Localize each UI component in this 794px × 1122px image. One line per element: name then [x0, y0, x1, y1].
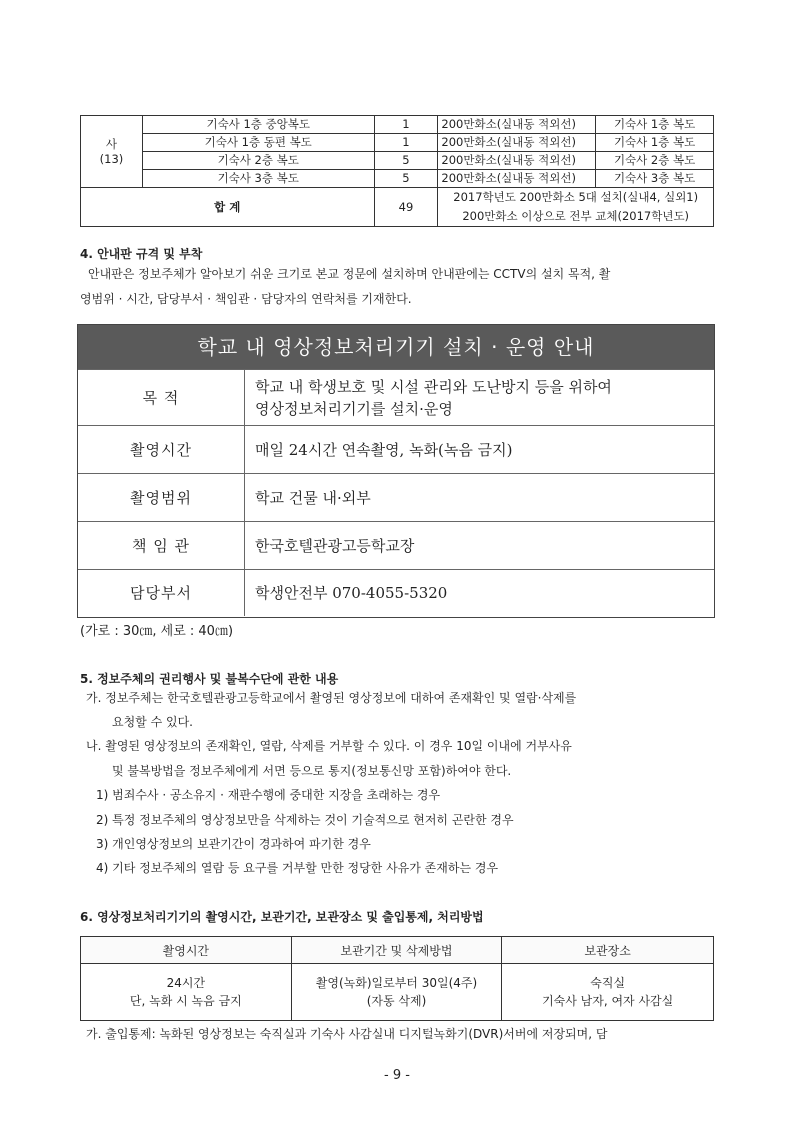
location-cell: 기숙사 1층 동편 복도 [142, 134, 374, 152]
spec-cell: 200만화소(실내동 적외선) [438, 116, 596, 134]
section4-heading: 4. 안내판 규격 및 부착 [80, 247, 203, 261]
group-cell [81, 116, 143, 188]
cell-line1: 숙직실 [590, 976, 626, 990]
cell-line1: 24시간 [166, 976, 206, 990]
section4-line2: 영범위 · 시간, 담당부서 · 책임관 · 담당자의 연락처를 기재한다. [80, 292, 412, 306]
sign-label: 목 적 [78, 370, 245, 426]
group-label: 사 [105, 136, 118, 151]
cell-line1: 촬영(녹화)일로부터 30일(4주) [315, 976, 478, 990]
table-cell [81, 964, 292, 1021]
sign-table [78, 369, 714, 616]
sign-row-department [78, 570, 714, 616]
sign-value: 한국호텔관광고등학교장 [245, 522, 715, 570]
table-row [81, 116, 714, 134]
location-cell: 기숙사 3층 복도 [142, 170, 374, 188]
table-cell [291, 964, 502, 1021]
sign-row-range [78, 474, 714, 522]
sign-row-time [78, 426, 714, 474]
section5-a-line1: 가. 정보주체는 한국호텔관광고등학교에서 촬영된 영상정보에 대하여 존재확인 및 열람·삭제를 [86, 691, 577, 705]
table-cell [502, 964, 714, 1021]
sign-label: 촬영시간 [78, 426, 245, 474]
column-header: 보관장소 [502, 937, 714, 964]
list-item: 2) 특정 정보주체의 영상정보만을 삭제하는 것이 기술적으로 현저히 곤란한 경우 [96, 813, 514, 827]
sign-value [245, 370, 715, 426]
total-count: 49 [374, 188, 438, 227]
total-row [81, 188, 714, 227]
column-header: 촬영시간 [81, 937, 292, 964]
table-row [81, 134, 714, 152]
sign-value: 매일 24시간 연속촬영, 녹화(녹음 금지) [245, 426, 715, 474]
sign-value-line1: 학교 내 학생보호 및 시설 관리와 도난방지 등을 위하여 [255, 377, 612, 396]
page-number: - 9 - [384, 1068, 410, 1083]
table-row [81, 152, 714, 170]
list-item: 1) 범죄수사 · 공소유지 · 재판수행에 중대한 지장을 초래하는 경우 [96, 788, 441, 802]
sign-value-line2: 영상정보처리기기를 설치·운영 [255, 399, 453, 418]
section4-line1: 안내판은 정보주체가 알아보기 쉬운 크기로 본교 정문에 설치하며 안내판에는 CCTV의 설치 목적, 촬 [88, 267, 611, 281]
spec-cell: 200만화소(실내동 적외선) [438, 134, 596, 152]
section6-footer-line: 가. 출입통제: 녹화된 영상정보는 숙직실과 기숙사 사감실내 디지털녹화기(DVR)서버에 저장되며, 담 [86, 1027, 608, 1041]
column-header: 보관기간 및 삭제방법 [291, 937, 502, 964]
area-cell: 기숙사 1층 복도 [596, 116, 714, 134]
table-header-row [81, 937, 714, 964]
list-item: 4) 기타 정보주체의 열람 등 요구를 거부할 만한 정당한 사유가 존재하는 경우 [96, 861, 499, 875]
sign-title: 학교 내 영상정보처리기기 설치 · 운영 안내 [78, 325, 714, 369]
sign-label: 촬영범위 [78, 474, 245, 522]
cell-line2: 단, 녹화 시 녹음 금지 [129, 994, 242, 1008]
table-row [81, 964, 714, 1021]
total-note [438, 188, 714, 227]
cell-line2: (자동 삭제) [366, 994, 427, 1008]
count-cell: 1 [374, 116, 438, 134]
section5-a-line2: 요청할 수 있다. [112, 715, 193, 729]
section6-heading: 6. 영상정보처리기기의 촬영시간, 보관기간, 보관장소 및 출입통제, 처리방법 [80, 910, 484, 924]
table-row [81, 170, 714, 188]
sign-size-note: (가로 : 30㎝, 세로 : 40㎝) [80, 624, 234, 639]
total-note-line2: 200만화소 이상으로 전부 교체(2017학년도) [462, 209, 690, 223]
sign-row-purpose [78, 370, 714, 426]
area-cell: 기숙사 1층 복도 [596, 134, 714, 152]
sign-label: 담당부서 [78, 570, 245, 616]
count-cell: 5 [374, 170, 438, 188]
cell-line2: 기숙사 남자, 여자 사감실 [542, 994, 674, 1008]
cctv-location-table [80, 115, 714, 227]
location-cell: 기숙사 1층 중앙복도 [142, 116, 374, 134]
section5-b-line2: 및 불복방법을 정보주체에게 서면 등으로 통지(정보통신망 포함)하여야 한다. [112, 764, 512, 778]
retention-table [80, 936, 714, 1021]
total-note-line1: 2017학년도 200만화소 5대 설치(실내4, 실외1) [453, 190, 699, 204]
sign-value: 학교 건물 내·외부 [245, 474, 715, 522]
sign-board [77, 324, 715, 618]
total-label: 합 계 [81, 188, 375, 227]
section5-heading: 5. 정보주체의 권리행사 및 불복수단에 관한 내용 [80, 672, 339, 686]
spec-cell: 200만화소(실내동 적외선) [438, 152, 596, 170]
location-cell: 기숙사 2층 복도 [142, 152, 374, 170]
count-cell: 5 [374, 152, 438, 170]
count-cell: 1 [374, 134, 438, 152]
area-cell: 기숙사 3층 복도 [596, 170, 714, 188]
spec-cell: 200만화소(실내동 적외선) [438, 170, 596, 188]
section5-b-line1: 나. 촬영된 영상정보의 존재확인, 열람, 삭제를 거부할 수 있다. 이 경우 10일 이내에 거부사유 [86, 739, 572, 753]
sign-label: 책 임 관 [78, 522, 245, 570]
group-count: (13) [99, 151, 124, 166]
list-item: 3) 개인영상정보의 보관기간이 경과하여 파기한 경우 [96, 837, 371, 851]
sign-value: 학생안전부 070-4055-5320 [245, 570, 715, 616]
area-cell: 기숙사 2층 복도 [596, 152, 714, 170]
sign-row-officer [78, 522, 714, 570]
